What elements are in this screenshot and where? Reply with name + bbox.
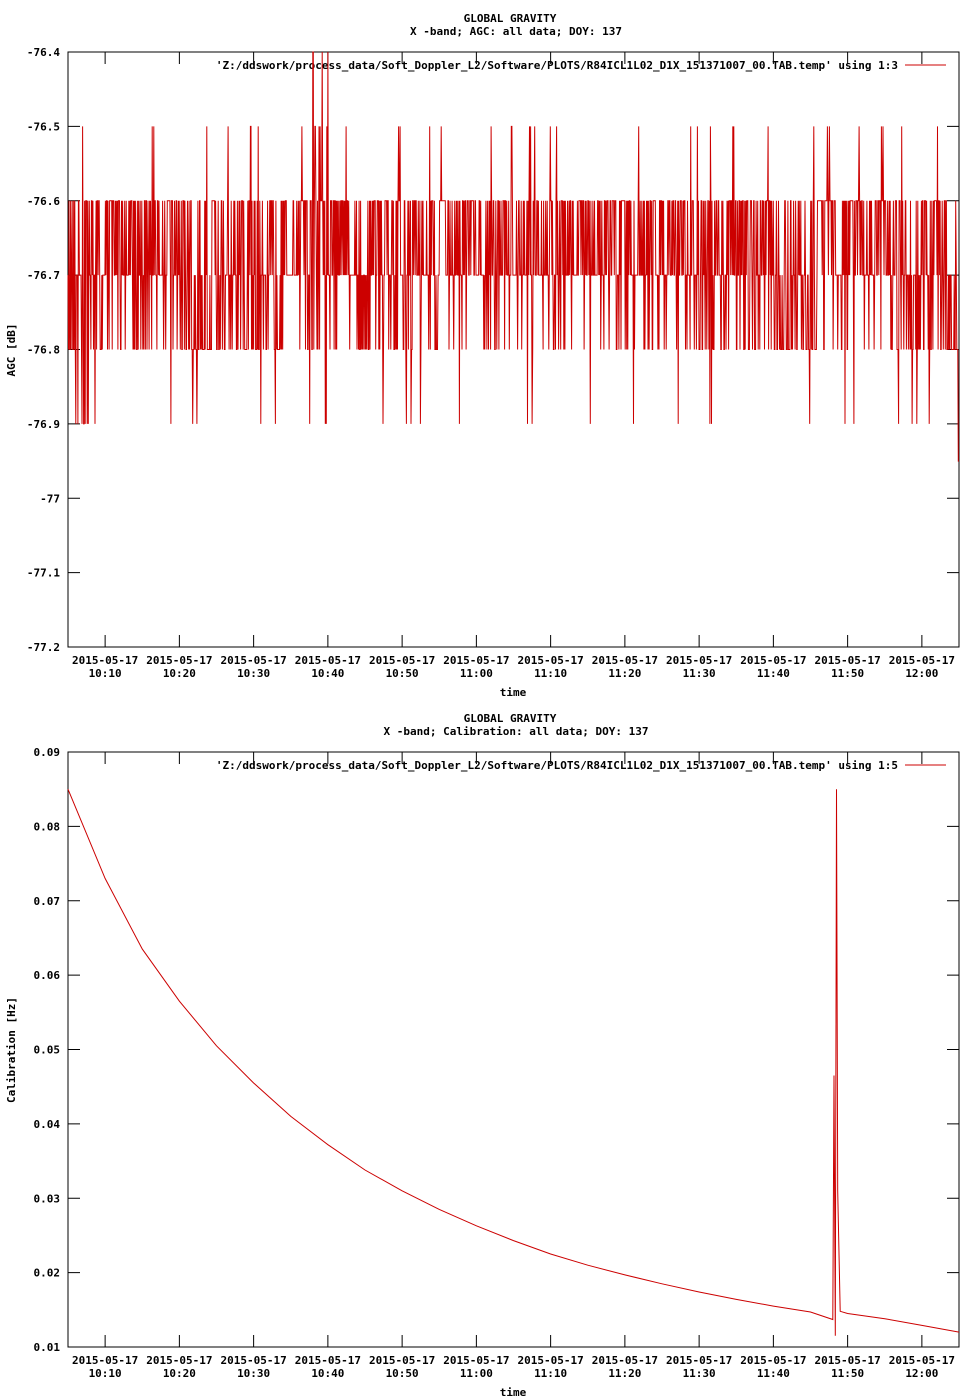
calibration-x-tick-date: 2015-05-17 xyxy=(369,1354,436,1367)
calibration-x-tick-time: 11:40 xyxy=(756,1367,790,1380)
calibration-legend-label: 'Z:/ddswork/process_data/Soft_Doppler_L2/Software/PLOTS/R84ICL1L02_D1X_151371007_00.TAB.temp' using 1:5 xyxy=(215,759,898,772)
agc-x-tick-time: 10:20 xyxy=(162,667,196,680)
agc-x-tick-date: 2015-05-17 xyxy=(740,654,807,667)
agc-chart-title: GLOBAL GRAVITY xyxy=(463,12,557,25)
calibration-y-tick-label: 0.01 xyxy=(33,1341,60,1354)
calibration-chart-subtitle: X -band; Calibration: all data; DOY: 137 xyxy=(383,725,649,738)
calibration-legend xyxy=(216,759,946,772)
calibration-x-tick-time: 10:10 xyxy=(88,1367,122,1380)
calibration-y-axis xyxy=(34,746,960,1354)
agc-x-axis xyxy=(72,52,955,680)
agc-y-axis xyxy=(27,46,959,654)
calibration-y-tick-label: 0.03 xyxy=(33,1192,60,1206)
agc-x-tick-time: 11:10 xyxy=(534,667,568,680)
calibration-y-tick-label: 0.02 xyxy=(33,1266,60,1280)
agc-x-tick-time: 10:30 xyxy=(237,667,271,680)
agc-x-tick-date: 2015-05-17 xyxy=(72,654,139,667)
agc-legend xyxy=(216,59,946,72)
calibration-x-tick-date: 2015-05-17 xyxy=(666,1354,733,1367)
calibration-series xyxy=(68,789,959,1336)
calibration-x-tick-date: 2015-05-17 xyxy=(591,1354,658,1367)
calibration-y-tick-label: 0.04 xyxy=(33,1117,60,1131)
agc-series-line xyxy=(68,52,959,461)
calibration-y-axis-label: Calibration [Hz] xyxy=(5,997,18,1103)
agc-x-tick-date: 2015-05-17 xyxy=(591,654,658,667)
agc-x-tick-time: 11:40 xyxy=(756,667,790,680)
calibration-y-tick-label: 0.05 xyxy=(33,1043,60,1057)
calibration-x-axis xyxy=(72,752,955,1380)
agc-x-axis-label: time xyxy=(499,686,527,699)
calibration-x-tick-time: 11:50 xyxy=(831,1367,865,1380)
agc-chart-panel xyxy=(5,12,959,699)
agc-x-tick-time: 10:50 xyxy=(385,667,419,680)
agc-series xyxy=(68,52,959,461)
calibration-x-tick-date: 2015-05-17 xyxy=(72,1354,139,1367)
calibration-x-tick-time: 11:00 xyxy=(459,1367,493,1380)
agc-y-tick-label: -77.2 xyxy=(26,641,60,654)
calibration-x-tick-date: 2015-05-17 xyxy=(146,1354,213,1367)
calibration-x-tick-time: 11:30 xyxy=(682,1367,716,1380)
agc-x-tick-date: 2015-05-17 xyxy=(369,654,436,667)
calibration-x-tick-date: 2015-05-17 xyxy=(888,1354,955,1367)
agc-x-tick-date: 2015-05-17 xyxy=(814,654,881,667)
agc-y-tick-label: -76.8 xyxy=(26,343,60,357)
agc-x-tick-time: 11:00 xyxy=(459,667,493,680)
agc-x-tick-date: 2015-05-17 xyxy=(146,654,213,667)
agc-legend-label: 'Z:/ddswork/process_data/Soft_Doppler_L2/Software/PLOTS/R84ICL1L02_D1X_151371007_00.TAB.temp' using 1:3 xyxy=(215,59,898,72)
calibration-y-tick-label: 0.08 xyxy=(33,820,60,834)
calibration-x-tick-time: 10:50 xyxy=(385,1367,419,1380)
agc-y-tick-label: -77.1 xyxy=(26,566,60,580)
agc-x-tick-time: 10:10 xyxy=(88,667,122,680)
agc-y-tick-label: -76.9 xyxy=(26,417,60,431)
agc-x-tick-time: 10:40 xyxy=(311,667,345,680)
agc-x-tick-time: 11:30 xyxy=(682,667,716,680)
agc-x-tick-date: 2015-05-17 xyxy=(443,654,510,667)
calibration-x-tick-time: 10:30 xyxy=(237,1367,271,1380)
agc-y-tick-label: -76.7 xyxy=(26,269,60,283)
agc-y-tick-label: -76.6 xyxy=(26,194,60,208)
calibration-chart-panel xyxy=(5,712,959,1399)
calibration-x-tick-time: 11:20 xyxy=(608,1367,642,1380)
calibration-x-tick-date: 2015-05-17 xyxy=(443,1354,510,1367)
calibration-x-tick-time: 10:20 xyxy=(162,1367,196,1380)
calibration-x-tick-date: 2015-05-17 xyxy=(220,1354,287,1367)
agc-x-tick-time: 11:50 xyxy=(831,667,865,680)
agc-x-tick-time: 11:20 xyxy=(608,667,642,680)
calibration-x-tick-time: 12:00 xyxy=(905,1367,939,1380)
agc-x-tick-date: 2015-05-17 xyxy=(220,654,287,667)
agc-y-tick-label: -77 xyxy=(40,492,60,506)
calibration-x-tick-date: 2015-05-17 xyxy=(517,1354,584,1367)
calibration-x-tick-time: 10:40 xyxy=(311,1367,345,1380)
calibration-y-tick-label: 0.07 xyxy=(33,894,60,908)
agc-x-tick-date: 2015-05-17 xyxy=(517,654,584,667)
calibration-x-tick-date: 2015-05-17 xyxy=(294,1354,361,1367)
calibration-chart-title: GLOBAL GRAVITY xyxy=(463,712,557,725)
agc-x-tick-date: 2015-05-17 xyxy=(294,654,361,667)
calibration-plot-frame xyxy=(68,752,959,1347)
calibration-x-tick-date: 2015-05-17 xyxy=(814,1354,881,1367)
agc-chart-subtitle: X -band; AGC: all data; DOY: 137 xyxy=(410,25,622,38)
calibration-x-tick-date: 2015-05-17 xyxy=(740,1354,807,1367)
calibration-y-tick-label: 0.06 xyxy=(33,969,60,983)
calibration-y-tick-label: 0.09 xyxy=(33,746,60,759)
agc-y-axis-label: AGC [dB] xyxy=(5,323,18,377)
agc-y-tick-label: -76.5 xyxy=(26,120,60,134)
calibration-series-line xyxy=(68,789,959,1336)
agc-y-tick-label: -76.4 xyxy=(26,46,60,59)
agc-x-tick-date: 2015-05-17 xyxy=(666,654,733,667)
calibration-x-tick-time: 11:10 xyxy=(534,1367,568,1380)
agc-x-tick-time: 12:00 xyxy=(905,667,939,680)
calibration-x-axis-label: time xyxy=(499,1386,527,1399)
agc-x-tick-date: 2015-05-17 xyxy=(888,654,955,667)
